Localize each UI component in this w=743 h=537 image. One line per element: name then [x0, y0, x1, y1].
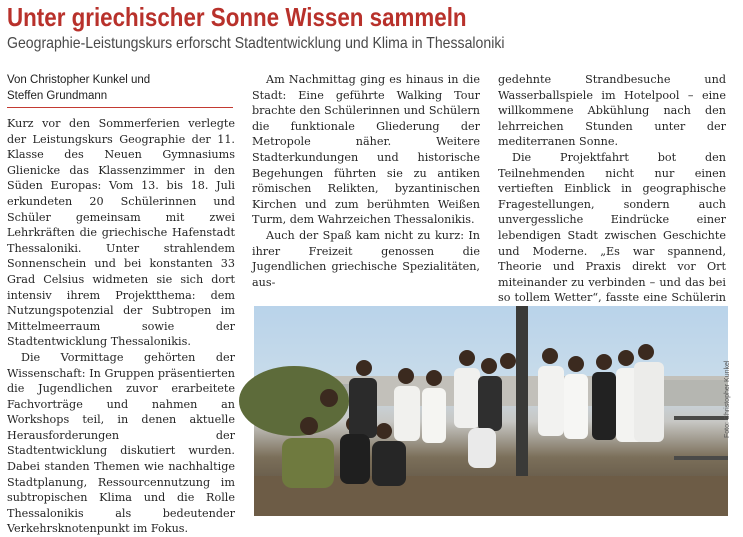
paragraph: Auch der Spaß kam nicht zu kurz: In ihrer Freizeit genossen die Jugendlichen griechische Spezialitäten, aus-	[252, 228, 480, 289]
byline	[7, 72, 233, 108]
byline-line-1: Von Christopher Kunkel und	[7, 74, 151, 86]
column-2	[252, 72, 480, 290]
headline: Unter griechischer Sonne Wissen sammeln	[7, 2, 467, 32]
column-3	[498, 72, 726, 322]
paragraph: Am Nachmittag ging es hinaus in die Stadt: Eine geführte Walking Tour brachte den Schülerinnen und Schülern die funktionale Gliederung der Metropole näher. Weitere Stadterkundungen und historische Begehungen führten sie zu antiken römischen Relikten, byzantinischen Kirchen und zum berühmten Weißen Turm, dem Wahrzeichen Thessalonikis.	[252, 73, 480, 227]
paragraph: Die Projektfahrt bot den Teilnehmenden nicht nur einen vertieften Einblick in geographische Fragestellungen, sondern auch unvergessliche Eindrücke einer lebendigen Stadt zwischen Geschichte und Moderne. „Es war spannend, Theorie und Praxis direkt vor Ort miteinander zu verbinden – und das bei so tollem Wetter“, fasste eine Schülerin	[498, 150, 726, 305]
byline-line-2: Steffen Grundmann	[7, 90, 108, 102]
column-1	[7, 116, 235, 537]
paragraph: Kurz vor den Sommerferien verlegte der Leistungskurs Geographie der 11. Klasse des Neuen Gymnasiums Glienicke das Klassenzimmer in den Süden Europas: Vom 13. bis 18. Juli erkundeten 20 Schülerinnen und Schüler gemeinsam mit zwei Lehrkräften die griechische Hafenstadt Thessaloniki. Unter strahlendem Sonnenschein und bei konstanten 33 Grad Celsius widmeten sie sich dort intensiv ihrem Projektthema: dem Nutzungspotenzial der Subtropen im Mittelmeerraum sowie der Stadtentwicklung Thessalonikis.	[7, 117, 235, 349]
photo-credit: Foto: Christopher Kunkel	[724, 360, 731, 438]
paragraph: Die Vormittage gehörten der Wissenschaft: In Gruppen präsentierten die Jugendlichen zuvor erarbeitete Fachvorträge und nahmen an Workshops teil, in denen aktuelle Herausforderungen der Stadtentwicklung diskutiert wurden. Dabei standen Themen wie nachhaltige Stadtplanung, Ressourcennutzung im subtropischen Klima und die Rolle Thessalonikis als bedeutender Verkehrsknotenpunkt im Fokus.	[7, 350, 235, 536]
paragraph: gedehnte Strandbesuche und Wasserballspiele im Hotelpool – eine willkommene Abkühlung nach den lehrreichen Stunden unter der mediterranen Sonne.	[498, 73, 726, 149]
group-photo	[254, 306, 728, 516]
subheadline: Geographie-Leistungskurs erforscht Stadtentwicklung und Klima in Thessaloniki	[7, 35, 505, 52]
group-photo-illustration	[254, 306, 728, 516]
